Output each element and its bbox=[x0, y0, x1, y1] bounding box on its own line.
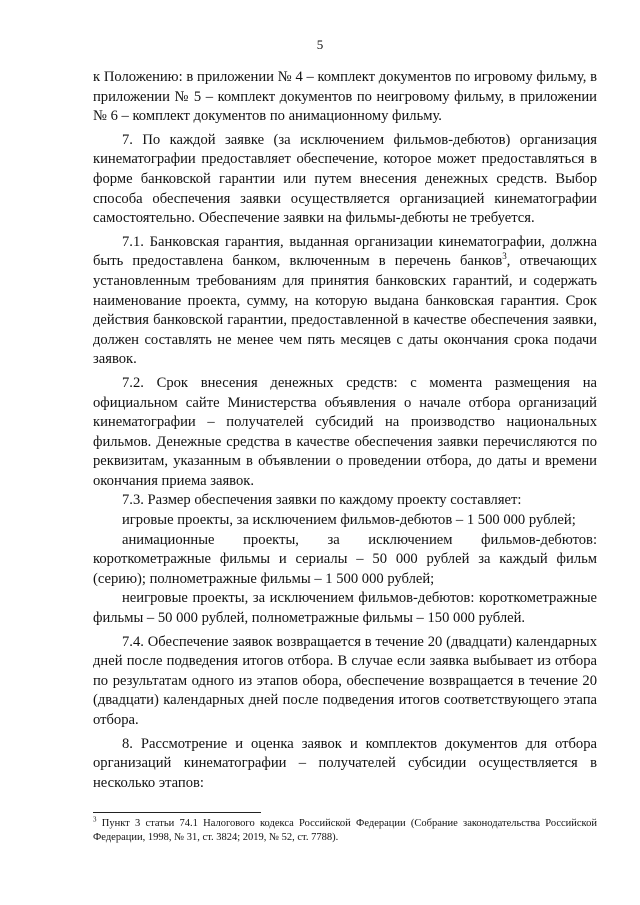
page-number: 5 bbox=[316, 37, 324, 52]
paragraph-7-1-text-before: 7.1. Банковская гарантия, выданная организации кинематографии, должна быть предоставлена банком, включенным в перечень банков bbox=[93, 233, 597, 270]
footnote-marker: 3 bbox=[93, 815, 97, 824]
paragraph-7: 7. По каждой заявке (за исключением фильмов-дебютов) организация кинематографии предоставляет обеспечение, которое может предоставляться в форме банковской гарантии или путем внесения денежных средств. Выбор способа обеспечения заявки осуществляется организацией кинематографии самостоятельно. Обеспечение заявки на фильмы-дебюты не требуется. bbox=[93, 131, 597, 227]
list-item-documentary-projects: неигровые проекты, за исключением фильмов-дебютов: короткометражные фильмы – 50 000 рублей, полнометражные фильмы – 150 000 рублей. bbox=[93, 590, 597, 627]
paragraph-7-2: 7.2. Срок внесения денежных средств: с момента размещения на официальном сайте Министерства объявления о начале отбора организаций кинематографии – получателей субсидий на производство национальных фильмов. Денежные средства в качестве обеспечения заявки перечисляются по реквизитам, указанным в объявлении о проведении отбора, до даты и времени окончания приема заявок. bbox=[93, 374, 597, 489]
list-item-game-projects: игровые проекты, за исключением фильмов-дебютов – 1 500 000 рублей; bbox=[122, 512, 576, 529]
paragraph-7-1-text-after: , отвечающих установленным требованиям для принятия банковских гарантий, и содержать наименование проекта, сумму, на которую выдана банковская гарантия. Срок действия банковской гарантии, предоставленной в качестве обеспечения заявки, должен составлять не менее чем пять месяцев с даты окончания срока подачи заявок. bbox=[93, 253, 598, 368]
list-item-animation-projects: анимационные проекты, за исключением фильмов-дебютов: короткометражные фильмы и сериалы – 50 000 рублей за каждый фильм (серию); полнометражные фильмы – 1 500 000 рублей; bbox=[93, 531, 597, 587]
paragraph-7-1 bbox=[93, 233, 597, 370]
paragraph-7-3: 7.3. Размер обеспечения заявки по каждому проекту составляет: bbox=[122, 492, 522, 509]
paragraph-7-4: 7.4. Обеспечение заявок возвращается в течение 20 (двадцати) календарных дней после подведения итогов отбора. В случае если заявка выбывает из отбора по результатам одного из этапов обора, обеспечение возвращается в течение 20 (двадцати) календарных дней после подведения итогов соответствующего этапа отбора. bbox=[93, 633, 597, 728]
footnote-text: Пункт 3 статьи 74.1 Налогового кодекса Российской Федерации (Собрание законодательства Российской Федерации, 1998, № 31, ст. 3824; 2019, № 52, ст. 7788). bbox=[93, 818, 597, 843]
document-body bbox=[93, 68, 597, 793]
footnote bbox=[93, 817, 597, 845]
footnote-divider bbox=[93, 812, 261, 813]
paragraph-8: 8. Рассмотрение и оценка заявок и комплектов документов для отбора организаций кинематографии – получателей субсидии осуществляется в несколько этапов: bbox=[93, 735, 597, 791]
footnote-reference[interactable]: 3 bbox=[502, 251, 507, 262]
paragraph-annex-list: к Положению: в приложении № 4 – комплект документов по игровому фильму, в приложении № 5 – комплект документов по неигровому фильму, в приложении № 6 – комплект документов по анимационному фильму. bbox=[93, 69, 597, 125]
